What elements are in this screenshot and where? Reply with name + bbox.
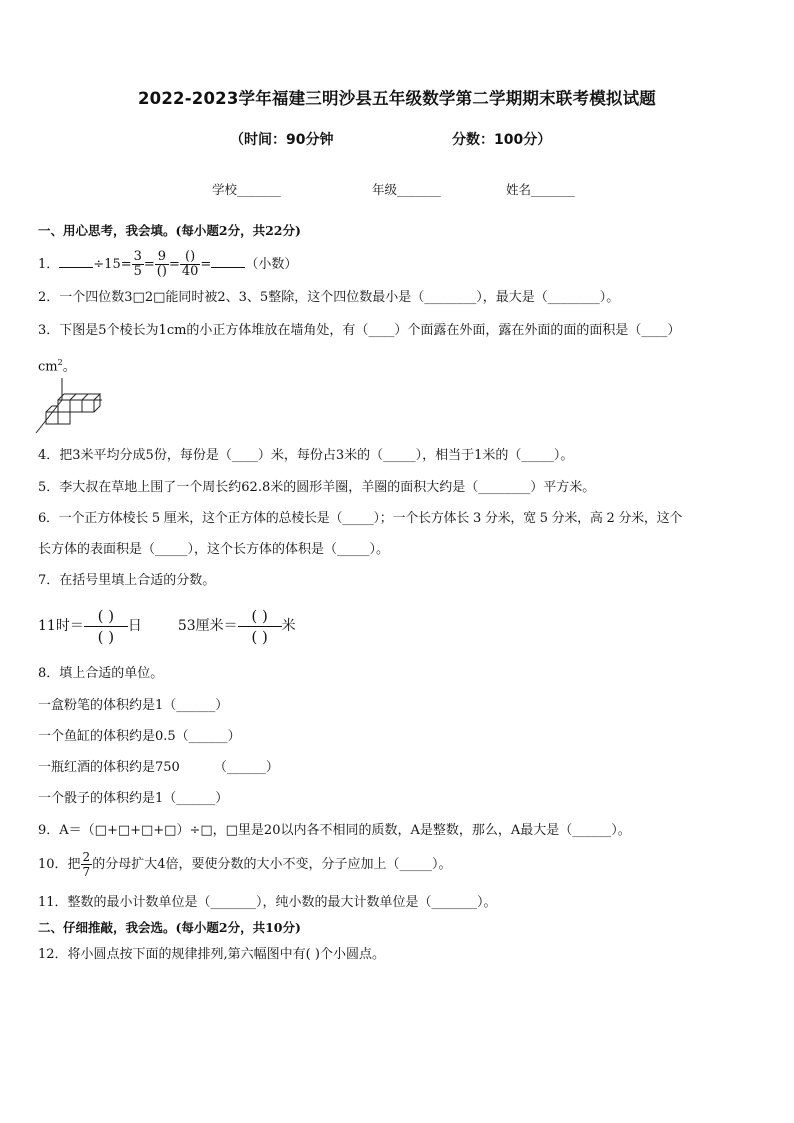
- q1-eq-3: =: [200, 257, 212, 272]
- q8c-blank: （______）: [213, 760, 279, 775]
- name-field: 姓名_______: [506, 182, 575, 197]
- q1-f1-num: 3: [133, 249, 142, 264]
- question-1: [38, 250, 297, 279]
- q1-eq-1: =: [143, 257, 155, 272]
- q8-item-d: 一个骰子的体积约是1（______）: [38, 791, 229, 806]
- q3-unit-sup: 2: [57, 358, 63, 367]
- cube-figure: [34, 378, 104, 436]
- q1-fraction-3: [180, 250, 201, 279]
- q7-fraction-2: [238, 606, 282, 647]
- exam-time: （时间：90分钟: [230, 132, 334, 148]
- q1-blank-2: [211, 254, 245, 268]
- exam-score: 分数：100分）: [452, 132, 552, 148]
- cube-2: [58, 412, 70, 424]
- q7-f2-den: ( ): [251, 628, 268, 646]
- section-2-heading: 二、仔细推敲，我会选。(每小题2分，共10分): [38, 920, 301, 935]
- q1-div: ÷15=: [93, 257, 132, 272]
- q3-unit: cm: [38, 359, 58, 375]
- question-6: 6．一个正方体棱长 5 厘米，这个正方体的总棱长是（_____）；一个长方体长 3 分米，宽 5 分米，高 2 分米，这个: [38, 511, 683, 526]
- question-3-unit: [38, 354, 76, 376]
- q1-fraction-2: [155, 250, 169, 279]
- question-4: 4．把3米平均分成5份，每份是（____）米，每份占3米的（_____），相当于1米的（_____）。: [38, 448, 574, 463]
- cube-4: [70, 400, 82, 412]
- question-2: 2．一个四位数3□2□能同时被2、3、5整除，这个四位数最小是（________），最大是（________）。: [38, 290, 620, 305]
- q1-eq-2: =: [168, 257, 180, 272]
- q1-f3-num: (): [180, 250, 201, 265]
- question-3: 3．下图是5个棱长为1cm的小正方体堆放在墙角处，有（____）个面露在外面，露在外面的面的面积是（____）: [38, 323, 681, 338]
- q7-f2-left: 53厘米＝: [177, 618, 238, 634]
- question-5: 5．李大叔在草地上围了一个周长约62.8米的圆形羊圈，羊圈的面积大约是（________）平方米。: [38, 480, 596, 495]
- question-8: 8．填上合适的单位。: [38, 666, 164, 681]
- cube-edge-b: [82, 394, 88, 400]
- q1-f2-num: 9: [155, 250, 169, 265]
- q10-fraction: [81, 850, 93, 879]
- cube-edge-a: [70, 394, 76, 400]
- q10-prefix: 10．把: [38, 857, 81, 872]
- question-6-cont: 长方体的表面积是（_____），这个长方体的体积是（_____）。: [38, 542, 390, 557]
- q1-fraction-1: [132, 250, 144, 279]
- question-10: [38, 850, 451, 880]
- q8-item-b: 一个鱼缸的体积约是0.5（______）: [38, 729, 241, 744]
- q1-blank-1: [59, 254, 93, 268]
- q7-fraction-row: [38, 604, 296, 649]
- q1-f1-den: 5: [133, 264, 142, 279]
- q10-suffix: 的分母扩大4倍，要使分数的大小不变，分子应加上（_____）。: [92, 857, 452, 872]
- q10-num: 2: [82, 850, 91, 864]
- q10-den: 7: [82, 865, 91, 879]
- q1-f3-den: 40: [181, 264, 199, 279]
- cube-3: [58, 400, 70, 412]
- q8c-text: 一瓶红酒的体积约是750: [38, 760, 180, 775]
- school-field: 学校_______: [212, 182, 281, 197]
- q7-f1-num: ( ): [97, 607, 115, 625]
- q1-suffix: （小数）: [245, 257, 298, 272]
- q3-unit-end: 。: [62, 359, 76, 375]
- question-12: 12．将小圆点按下面的规律排列,第六幅图中有( )个小圆点。: [38, 947, 385, 962]
- section-1-heading: 一、用心思考，我会填。(每小题2分，共22分): [38, 223, 301, 238]
- q8-item-c: [38, 759, 279, 777]
- q8-item-a: 一盒粉笔的体积约是1（______）: [38, 698, 229, 713]
- q7-f1-right: 日: [127, 618, 142, 634]
- question-11: 11．整数的最小计数单位是（_______），纯小数的最大计数单位是（_______）。: [38, 895, 497, 910]
- q7-f1-den: ( ): [97, 628, 115, 646]
- q7-fraction-1: [84, 606, 128, 647]
- q1-prefix: 1．: [38, 257, 60, 272]
- q1-f2-den: (): [156, 264, 167, 279]
- grade-field: 年级_______: [372, 182, 441, 197]
- page-title: 2022-2023学年福建三明沙县五年级数学第二学期期末联考模拟试题: [138, 89, 656, 108]
- question-9: 9．A＝（□+□+□+□）÷□，□里是20以内各不相同的质数，A是整数，那么，A最大是（______）。: [38, 823, 631, 838]
- cube-5: [82, 400, 94, 412]
- q7-f2-num: ( ): [251, 607, 268, 625]
- cube-top-row: [58, 394, 100, 400]
- q7-f1-left: 11时＝: [38, 618, 84, 634]
- q7-f2-right: 米: [281, 618, 296, 634]
- question-7: 7．在括号里填上合适的分数。: [38, 573, 216, 588]
